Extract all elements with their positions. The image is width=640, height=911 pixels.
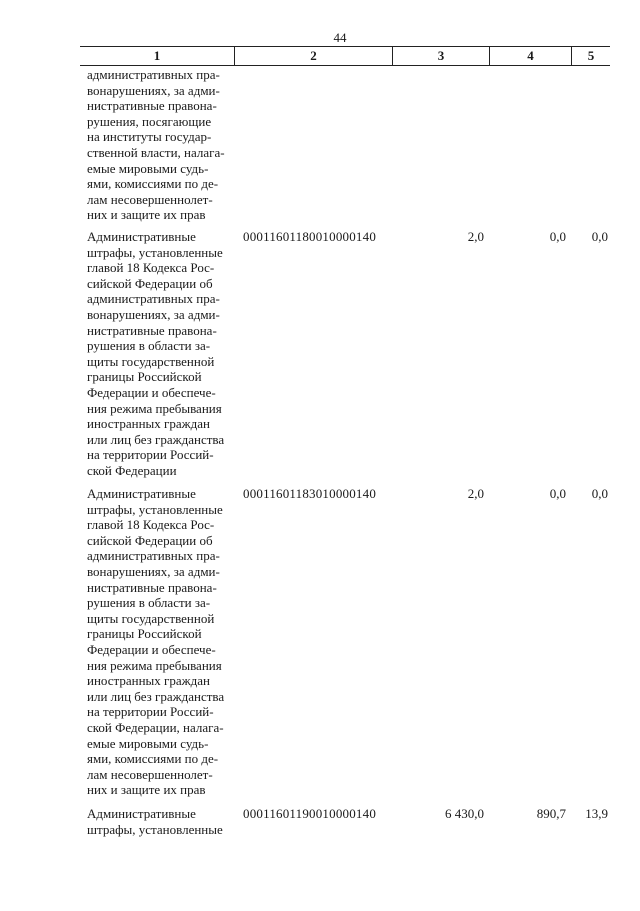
header-col-5: 5 [571, 47, 610, 65]
header-col-1: 1 [153, 48, 161, 63]
row-value-col5: 0,0 [591, 486, 608, 501]
page-number: 44 [333, 30, 347, 45]
row-value-col5: 13,9 [585, 806, 608, 821]
row-value-col3: 2,0 [467, 486, 484, 501]
row-value-col4: 890,7 [536, 806, 566, 821]
row-value-col4: 0,0 [549, 486, 566, 501]
row-value-col4: 0,0 [549, 229, 566, 244]
header-col-4: 4 [489, 47, 571, 65]
row-code: 00011601183010000140 [243, 486, 377, 501]
row-description: Административные штрафы, установленные главой 18 Кодекса Рос- сийской Федерации об административных пра- вонарушениях, за адми- нистративные правона- рушения в области за- щиты государственной границы Российской Федерации и обеспече- ния режима пребывания иностранных граждан или лиц без гражданства на территории Россий- ской Федерации, налага- емые мировыми судь- ями, комиссиями по де- лам несовершеннолет- них и защите их прав [87, 486, 225, 798]
table-header [80, 46, 610, 66]
row-description: Административные штрафы, установленные главой 18 Кодекса Рос- сийской Федерации об административных пра- вонарушениях, за адми- нистративные правона- рушения в области за- щиты государственной границы Российской Федерации и обеспече- ния режима пребывания иностранных граждан или лиц без гражданства на территории Россий- ской Федерации [87, 229, 225, 478]
header-col-2: 2 [234, 47, 392, 65]
row-value-col5: 0,0 [591, 229, 608, 244]
row-description: Административные штрафы, установленные [87, 806, 223, 837]
row-code: 00011601190010000140 [243, 806, 377, 821]
row-value-col3: 2,0 [467, 229, 484, 244]
row-description: административных пра- вонарушениях, за адми- нистративные правона- рушения, посягающие на институты государ- ственной власти, налага- емые мировыми судь- ями, комиссиями по де- лам несовершеннолет- них и защите их прав [87, 67, 225, 223]
row-code: 00011601180010000140 [243, 229, 377, 244]
row-value-col3: 6 430,0 [445, 806, 484, 821]
header-col-3: 3 [392, 47, 489, 65]
